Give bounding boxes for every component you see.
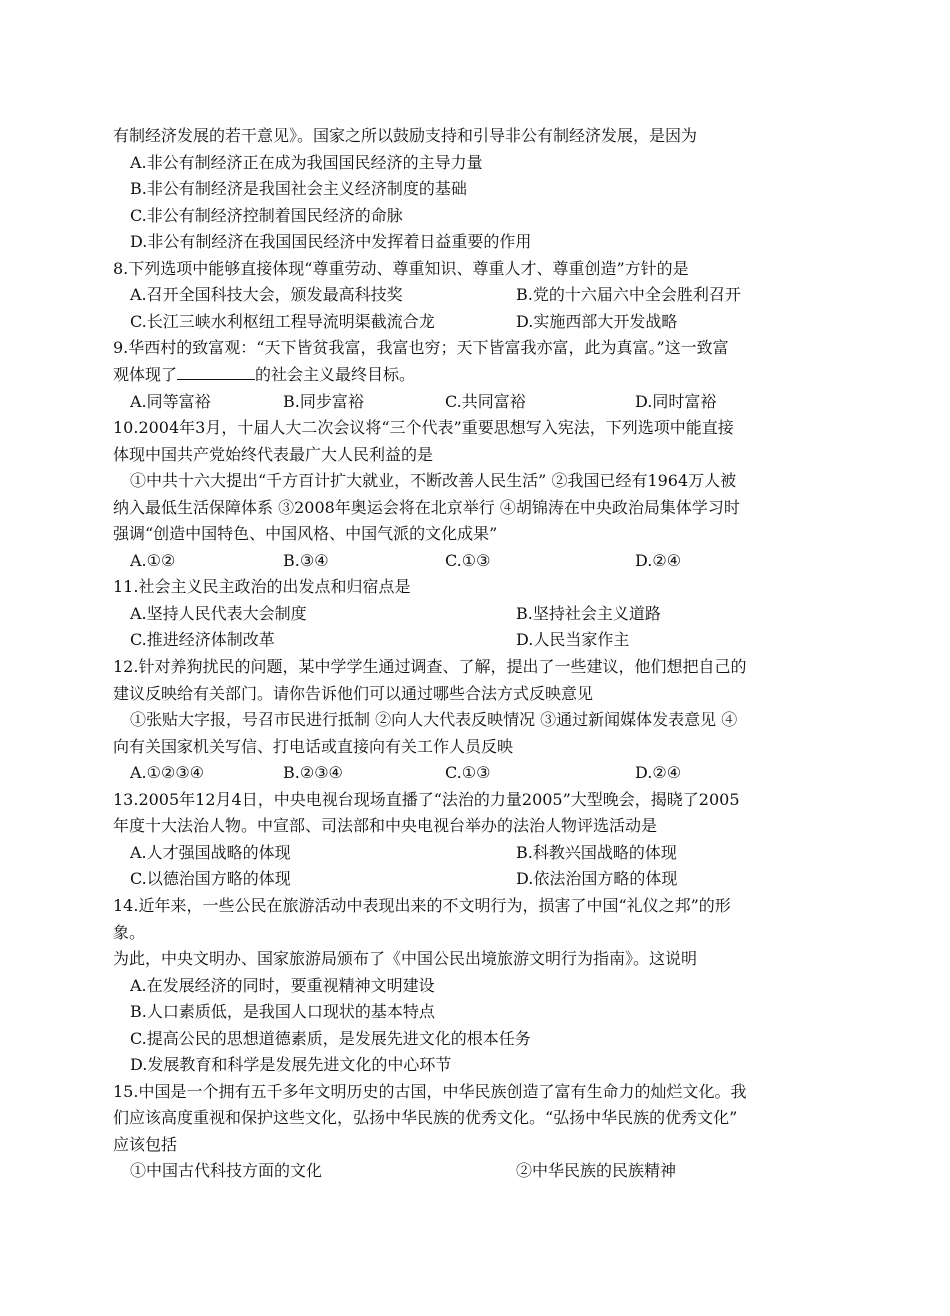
option-item: D.人民当家作主 bbox=[516, 630, 630, 649]
text-line: 有制经济发展的若干意见》。国家之所以鼓励支持和引导非公有制经济发展，是因为 bbox=[113, 126, 698, 145]
text-line: 10.2004年3月，十届人大二次会议将“三个代表”重要思想写入宪法，下列选项中能直接 bbox=[113, 418, 734, 437]
text-line: 建议反映给有关部门。请你告诉他们可以通过哪些合法方式反映意见 bbox=[113, 684, 594, 703]
text-line: 13.2005年12月4日，中央电视台现场直播了“法治的力量2005”大型晚会，揭晓了2005 bbox=[113, 790, 740, 809]
answer-blank bbox=[177, 362, 255, 380]
text-after-blank: 的社会主义最终目标。 bbox=[255, 365, 416, 384]
option-line: B.人口素质低，是我国人口现状的基本特点 bbox=[130, 1002, 435, 1021]
text-before-blank: 观体现了 bbox=[113, 365, 178, 384]
option-line: A.在发展经济的同时，要重视精神文明建设 bbox=[130, 976, 435, 995]
text-line: 应该包括 bbox=[113, 1135, 178, 1154]
option-item: A.坚持人民代表大会制度 bbox=[130, 604, 307, 623]
option-item: D.②④ bbox=[635, 763, 682, 782]
option-row bbox=[130, 1157, 860, 1184]
option-item: A.同等富裕 bbox=[130, 392, 211, 411]
option-row bbox=[130, 547, 860, 574]
text-line: 们应该高度重视和保护这些文化，弘扬中华民族的优秀文化。“弘扬中华民族的优秀文化” bbox=[113, 1108, 738, 1127]
option-item: A.召开全国科技大会，颁发最高科技奖 bbox=[130, 285, 403, 304]
text-line: 年度十大法治人物。中宣部、司法部和中央电视台举办的法治人物评选活动是 bbox=[113, 816, 658, 835]
option-row bbox=[130, 281, 860, 308]
fill-in-line bbox=[113, 361, 843, 388]
option-line: A.非公有制经济正在成为我国国民经济的主导力量 bbox=[130, 153, 483, 172]
option-item: ②中华民族的民族精神 bbox=[516, 1161, 677, 1180]
statement-line: ①张贴大字报，号召市民进行抵制 ②向人大代表反映情况 ③通过新闻媒体发表意见 ④ bbox=[130, 710, 738, 729]
option-row bbox=[130, 865, 860, 892]
option-item: D.依法治国方略的体现 bbox=[516, 869, 678, 888]
text-line: 11.社会主义民主政治的出发点和归宿点是 bbox=[113, 577, 411, 596]
option-item: B.②③④ bbox=[283, 763, 343, 782]
option-row bbox=[130, 600, 860, 627]
option-row bbox=[130, 626, 860, 653]
option-line: D.非公有制经济在我国国民经济中发挥着日益重要的作用 bbox=[130, 232, 532, 251]
text-line: 为此，中央文明办、国家旅游局颁布了《中国公民出境旅游文明行为指南》。这说明 bbox=[113, 949, 698, 968]
option-item: D.同时富裕 bbox=[635, 392, 717, 411]
option-item: D.实施西部大开发战略 bbox=[516, 312, 678, 331]
text-line: 体现中国共产党始终代表最广大人民利益的是 bbox=[113, 445, 434, 464]
text-line: 向有关国家机关写信、打电话或直接向有关工作人员反映 bbox=[113, 737, 514, 756]
option-row bbox=[130, 388, 860, 415]
option-item: C.①③ bbox=[445, 551, 491, 570]
text-line: 强调“创造中国特色、中国风格、中国气派的文化成果” bbox=[113, 524, 498, 543]
text-line: 14.近年来，一些公民在旅游活动中表现出来的不文明行为，损害了中国“礼仪之邦”的形 bbox=[113, 896, 731, 915]
option-item: B.科教兴国战略的体现 bbox=[516, 843, 677, 862]
option-line: D.发展教育和科学是发展先进文化的中心环节 bbox=[130, 1055, 452, 1074]
option-item: B.党的十六届六中全会胜利召开 bbox=[516, 285, 741, 304]
option-item: B.③④ bbox=[283, 551, 329, 570]
option-item: A.人才强国战略的体现 bbox=[130, 843, 291, 862]
option-item: C.推进经济体制改革 bbox=[130, 630, 275, 649]
option-item: A.①② bbox=[130, 551, 176, 570]
option-item: B.同步富裕 bbox=[283, 392, 364, 411]
option-item: ①中国古代科技方面的文化 bbox=[130, 1161, 323, 1180]
option-line: C.非公有制经济控制着国民经济的命脉 bbox=[130, 206, 403, 225]
option-row bbox=[130, 308, 860, 335]
option-line: C.提高公民的思想道德素质，是发展先进文化的根本任务 bbox=[130, 1029, 531, 1048]
text-line: 15.中国是一个拥有五千多年文明历史的古国，中华民族创造了富有生命力的灿烂文化。我 bbox=[113, 1082, 747, 1101]
text-line: 8.下列选项中能够直接体现“尊重劳动、尊重知识、尊重人才、尊重创造”方针的是 bbox=[113, 259, 689, 278]
option-item: A.①②③④ bbox=[130, 763, 205, 782]
text-line: 象。 bbox=[113, 923, 146, 942]
option-item: D.②④ bbox=[635, 551, 682, 570]
option-line: B.非公有制经济是我国社会主义经济制度的基础 bbox=[130, 179, 467, 198]
option-item: C.共同富裕 bbox=[445, 392, 526, 411]
option-row bbox=[130, 839, 860, 866]
option-item: C.以德治国方略的体现 bbox=[130, 869, 291, 888]
option-row bbox=[130, 759, 860, 786]
text-line: 纳入最低生活保障体系 ③2008年奥运会将在北京举行 ④胡锦涛在中央政治局集体学习时 bbox=[113, 498, 740, 517]
option-item: C.长江三峡水利枢纽工程导流明渠截流合龙 bbox=[130, 312, 435, 331]
text-line: 12.针对养狗扰民的问题，某中学学生通过调查、了解，提出了一些建议，他们想把自己的 bbox=[113, 657, 747, 676]
option-item: C.①③ bbox=[445, 763, 491, 782]
text-line: 9.华西村的致富观：“天下皆贫我富，我富也穷；天下皆富我亦富，此为真富。”这一致富 bbox=[113, 338, 729, 357]
statement-line: ①中共十六大提出“千方百计扩大就业，不断改善人民生活” ②我国已经有1964万人被 bbox=[130, 471, 737, 490]
option-item: B.坚持社会主义道路 bbox=[516, 604, 661, 623]
